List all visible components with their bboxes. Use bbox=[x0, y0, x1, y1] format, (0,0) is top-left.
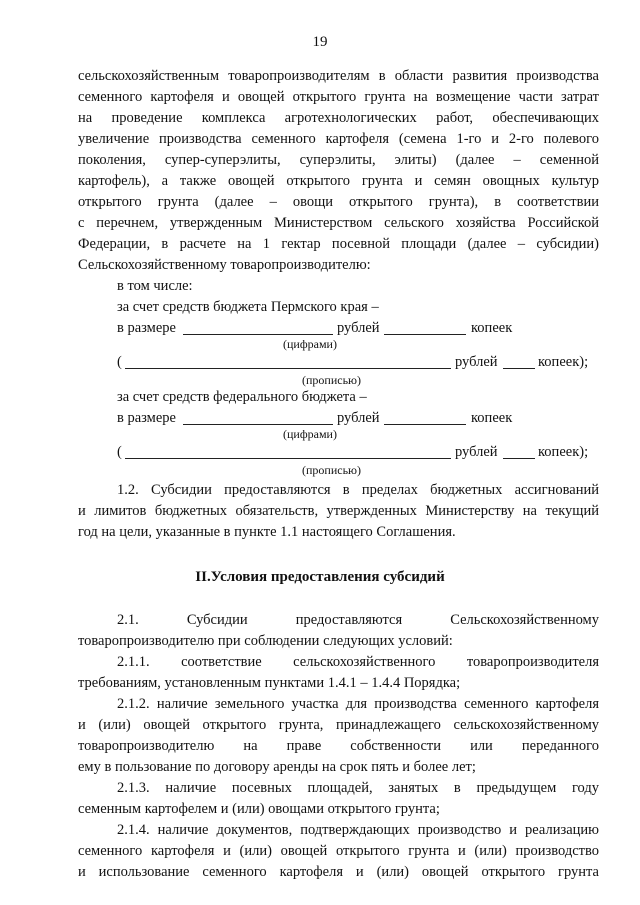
federal-words-kopecks-blank bbox=[503, 458, 535, 459]
paragraph-line: семенного картофеля и овощей открытого грунта на возмещение части затрат bbox=[78, 89, 599, 105]
paragraph-line: 1.2. Субсидии предоставляются в пределах бюджетных ассигнований bbox=[117, 482, 599, 498]
digits-caption: (цифрами) bbox=[283, 427, 337, 441]
federal-kopecks-blank bbox=[384, 424, 466, 425]
paragraph-line: Сельскохозяйственному товаропроизводителю: bbox=[78, 257, 371, 273]
rubles-label: рублей bbox=[337, 320, 380, 336]
federal-rubles-blank bbox=[183, 424, 333, 425]
kopecks-close-label: копеек); bbox=[538, 354, 589, 370]
paragraph-line: картофель), а также овощей открытого грунта и семян овощных культур bbox=[78, 173, 599, 189]
section-title: II.Условия предоставления субсидий bbox=[195, 569, 445, 585]
paragraph-line: ему в пользование по договору аренды на срок пять и более лет; bbox=[78, 759, 476, 775]
regional-rubles-blank bbox=[183, 334, 333, 335]
paragraph-line: товаропроизводителю на праве собственности или переданного bbox=[78, 738, 599, 754]
paragraph-line: 2.1.3. наличие посевных площадей, занятых в предыдущем году bbox=[117, 780, 599, 796]
including-label: в том числе: bbox=[117, 278, 193, 294]
federal-words-blank bbox=[125, 458, 451, 459]
paragraph-line: год на цели, указанные в пункте 1.1 настоящего Соглашения. bbox=[78, 524, 456, 540]
words-caption: (прописью) bbox=[302, 373, 362, 387]
kopecks-label: копеек bbox=[471, 320, 513, 336]
kopecks-label: копеек bbox=[471, 410, 513, 426]
regional-budget-label: за счет средств бюджета Пермского края – bbox=[117, 299, 379, 315]
paragraph-line: товаропроизводителю при соблюдении следующих условий: bbox=[78, 633, 453, 649]
federal-budget-label: за счет средств федерального бюджета – bbox=[117, 389, 367, 405]
paragraph-line: семенного картофеля и (или) овощей открытого грунта и (или) производство bbox=[78, 843, 599, 859]
paragraph-line: 2.1. Субсидии предоставляются Сельскохозяйственному bbox=[117, 612, 599, 628]
rubles-label: рублей bbox=[337, 410, 380, 426]
page-number: 19 bbox=[312, 34, 328, 50]
paragraph-line: на проведение комплекса агротехнологических работ, обеспечивающих bbox=[78, 110, 599, 126]
paragraph-line: поколения, супер-суперэлиты, суперэлиты, элиты) (далее – семенной bbox=[78, 152, 599, 168]
digits-caption: (цифрами) bbox=[283, 337, 337, 351]
paragraph-line: 2.1.2. наличие земельного участка для производства семенного картофеля bbox=[117, 696, 599, 712]
paragraph-line: 2.1.1. соответствие сельскохозяйственного товаропроизводителя bbox=[117, 654, 599, 670]
regional-kopecks-blank bbox=[384, 334, 466, 335]
open-paren: ( bbox=[117, 354, 122, 370]
paragraph-line: открытого грунта (далее – овощи открытого грунта), в соответствии bbox=[78, 194, 599, 210]
paragraph-line: и использование семенного картофеля и (или) овощей открытого грунта bbox=[78, 864, 599, 880]
paragraph-line: с перечнем, утвержденным Министерством сельского хозяйства Российской bbox=[78, 215, 599, 231]
open-paren: ( bbox=[117, 444, 122, 460]
paragraph-line: сельскохозяйственным товаропроизводителям в области развития производства bbox=[78, 68, 599, 84]
regional-words-kopecks-blank bbox=[503, 368, 535, 369]
words-caption: (прописью) bbox=[302, 463, 362, 477]
regional-words-blank bbox=[125, 368, 451, 369]
paragraph-line: и лимитов бюджетных обязательств, утвержденных Министерству на текущий bbox=[78, 503, 599, 519]
paragraph-line: требованиям, установленным пунктами 1.4.1 – 1.4.4 Порядка; bbox=[78, 675, 461, 691]
paragraph-line: 2.1.4. наличие документов, подтверждающих производство и реализацию bbox=[117, 822, 599, 838]
amount-label: в размере bbox=[117, 410, 176, 426]
rubles-label: рублей bbox=[455, 354, 498, 370]
paragraph-line: и (или) овощей открытого грунта, принадлежащего сельскохозяйственному bbox=[78, 717, 599, 733]
kopecks-close-label: копеек); bbox=[538, 444, 589, 460]
paragraph-line: Федерации, в расчете на 1 гектар посевной площади (далее – субсидии) bbox=[78, 236, 599, 252]
paragraph-line: увеличение производства семенного картофеля (семена 1-го и 2-го полевого bbox=[78, 131, 599, 147]
paragraph-line: семенным картофелем и (или) овощами открытого грунта; bbox=[78, 801, 440, 817]
amount-label: в размере bbox=[117, 320, 176, 336]
rubles-label: рублей bbox=[455, 444, 498, 460]
